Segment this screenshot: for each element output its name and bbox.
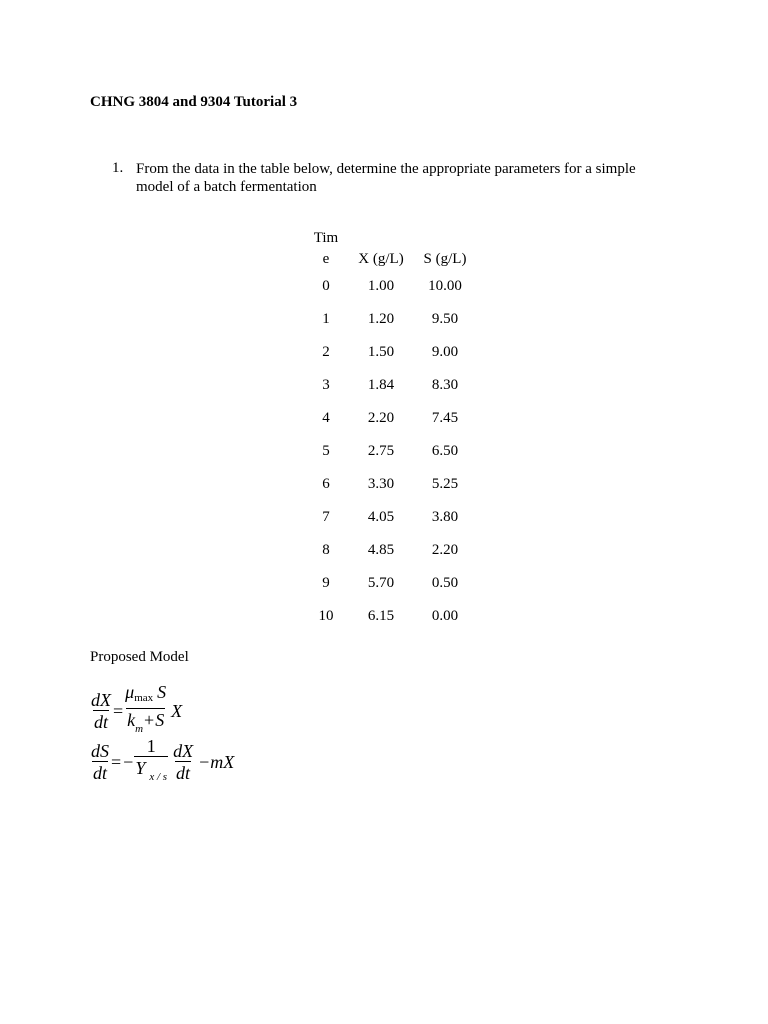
cell-s: 0.00	[431, 608, 459, 624]
cell-time: 9	[322, 575, 330, 591]
table-body	[303, 270, 477, 633]
table-row	[303, 468, 477, 501]
question-text: From the data in the table below, determine the appropriate parameters for a simple model of a batch fermentation	[136, 161, 636, 195]
eq2-lhs-num: dS	[91, 740, 109, 761]
cell-x: 1.00	[367, 278, 395, 294]
table-row	[303, 501, 477, 534]
eq1-rhs-num	[124, 682, 167, 708]
eq1-lhs-den: dt	[93, 711, 108, 732]
cell-x: 1.84	[367, 377, 395, 393]
cell-s: 3.80	[431, 509, 459, 525]
eq1-equals: =	[113, 700, 124, 721]
eq2-equals: =	[111, 751, 122, 772]
cell-time: 4	[322, 410, 330, 426]
cell-time: 5	[322, 443, 330, 459]
y-symbol: Y	[135, 758, 146, 778]
eq2-dt: dt	[176, 762, 191, 783]
cell-time: 7	[322, 509, 330, 525]
cell-x: 1.20	[367, 311, 395, 327]
eq2-mx: mX	[210, 751, 235, 772]
data-table	[303, 228, 477, 633]
cell-time: 6	[322, 476, 330, 492]
cell-x: 4.05	[367, 509, 395, 525]
cell-x: 4.85	[367, 542, 395, 558]
cell-time: 1	[322, 311, 330, 327]
k-subscript: m	[135, 723, 144, 735]
eq1-s2: S	[155, 710, 165, 730]
table-row	[303, 567, 477, 600]
table-row	[303, 600, 477, 633]
cell-s: 2.20	[431, 542, 459, 558]
eq2-yield-den	[134, 756, 168, 788]
table-row	[303, 369, 477, 402]
cell-s: 8.30	[431, 377, 459, 393]
cell-x: 2.75	[367, 443, 395, 459]
eq1-s: S	[157, 682, 167, 702]
cell-time: 10	[318, 608, 334, 624]
eq2-minus2: −	[199, 751, 210, 772]
equation-substrate	[90, 736, 234, 788]
equation-biomass	[90, 682, 182, 740]
fraction-yield	[134, 736, 168, 788]
question-number: 1.	[112, 160, 124, 176]
cell-x: 1.50	[367, 344, 395, 360]
table-row	[303, 336, 477, 369]
eq1-lhs-num: dX	[91, 689, 111, 710]
mu-symbol: μ	[125, 682, 135, 702]
cell-s: 9.50	[431, 311, 459, 327]
eq2-dx: dX	[173, 740, 194, 761]
cell-s: 0.50	[431, 575, 459, 591]
cell-s: 10.00	[428, 278, 462, 294]
cell-time: 3	[322, 377, 330, 393]
table-header-row	[303, 228, 477, 270]
eq2-one: 1	[146, 736, 156, 756]
cell-s: 5.25	[431, 476, 459, 492]
k-symbol: k	[127, 710, 136, 730]
cell-s: 6.50	[431, 443, 459, 459]
table-row	[303, 435, 477, 468]
fraction-dx-dt	[90, 690, 112, 733]
cell-time: 0	[322, 278, 330, 294]
cell-x: 6.15	[367, 608, 395, 624]
fraction-monod	[124, 682, 167, 740]
cell-x: 2.20	[367, 410, 395, 426]
fraction-dx-dt-2	[172, 741, 194, 784]
cell-s: 9.00	[431, 344, 459, 360]
eq2-lhs-den: dt	[92, 762, 107, 783]
header-time: Tim e	[313, 230, 339, 267]
fraction-ds-dt	[90, 741, 110, 784]
cell-time: 8	[322, 542, 330, 558]
table-row	[303, 402, 477, 435]
table-row	[303, 534, 477, 567]
cell-s: 7.45	[431, 410, 459, 426]
table-row	[303, 303, 477, 336]
header-x: X (g/L)	[358, 251, 404, 267]
cell-x: 5.70	[367, 575, 395, 591]
eq1-x: X	[171, 700, 183, 721]
header-s: S (g/L)	[423, 251, 467, 267]
cell-x: 3.30	[367, 476, 395, 492]
eq2-minus: −	[123, 751, 134, 772]
proposed-model-label: Proposed Model	[90, 649, 189, 665]
eq1-plus: +	[144, 710, 155, 730]
cell-time: 2	[322, 344, 330, 360]
document-title: CHNG 3804 and 9304 Tutorial 3	[90, 94, 298, 110]
y-subscript: x / s	[149, 771, 168, 783]
table-row	[303, 270, 477, 303]
mu-subscript: max	[134, 692, 154, 704]
